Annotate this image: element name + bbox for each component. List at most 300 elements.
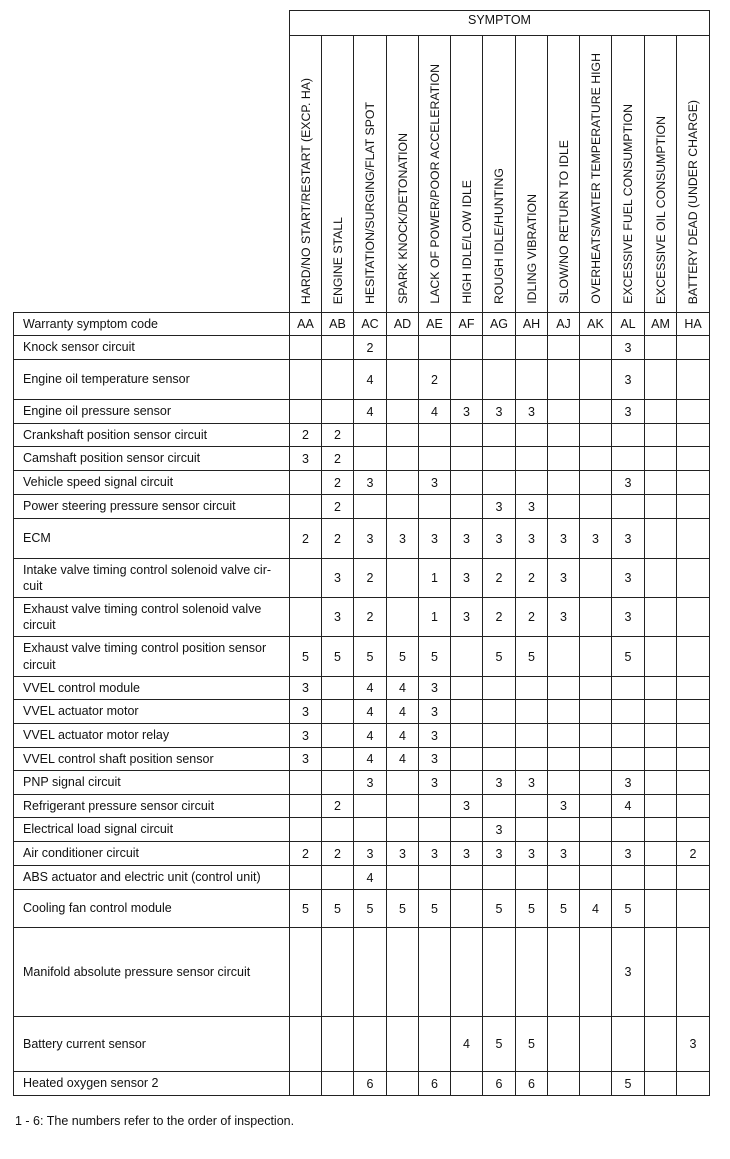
inspection-order-cell: [451, 447, 483, 471]
inspection-order-cell: [645, 1072, 677, 1096]
inspection-order-cell: [290, 360, 322, 400]
table-row: [14, 928, 710, 1017]
inspection-order-cell: [322, 748, 354, 771]
symptom-header: [419, 36, 451, 313]
inspection-order-cell: [516, 866, 548, 890]
inspection-order-cell: [677, 447, 710, 471]
inspection-order-cell: [645, 495, 677, 519]
inspection-order-cell: 2: [483, 559, 516, 598]
inspection-order-cell: 2: [483, 598, 516, 637]
symptom-header: [354, 36, 387, 313]
inspection-order-cell: [548, 818, 580, 842]
inspection-order-cell: [645, 637, 677, 677]
inspection-order-cell: 2: [290, 519, 322, 559]
inspection-order-cell: [387, 795, 419, 818]
inspection-order-cell: 4: [387, 700, 419, 724]
inspection-order-cell: 3: [548, 598, 580, 637]
inspection-order-cell: 3: [290, 700, 322, 724]
inspection-order-cell: [580, 771, 612, 795]
row-label: Power steering pressure sensor circuit: [14, 495, 290, 519]
row-label: VVEL control module: [14, 677, 290, 700]
inspection-order-cell: 4: [580, 890, 612, 928]
symptom-header-label: SPARK KNOCK/DETONATION: [395, 133, 410, 304]
symptom-header: [677, 36, 710, 313]
inspection-order-cell: 3: [612, 336, 645, 360]
inspection-order-cell: [387, 928, 419, 1017]
inspection-order-cell: [580, 637, 612, 677]
inspection-order-cell: 2: [677, 842, 710, 866]
inspection-order-cell: 3: [483, 519, 516, 559]
footnote: 1 - 6: The numbers refer to the order of inspection.: [15, 1114, 295, 1128]
inspection-order-cell: [483, 424, 516, 447]
inspection-order-cell: 2: [516, 598, 548, 637]
inspection-order-cell: [580, 495, 612, 519]
inspection-order-cell: 3: [419, 677, 451, 700]
inspection-order-cell: [387, 771, 419, 795]
warranty-code: AC: [354, 313, 387, 336]
inspection-order-cell: [419, 866, 451, 890]
row-label: Engine oil temperature sensor: [14, 360, 290, 400]
row-label: Intake valve timing control solenoid valve cir-cuit: [14, 559, 290, 598]
symptom-header: [290, 36, 322, 313]
inspection-order-cell: 5: [516, 1017, 548, 1072]
inspection-order-cell: [451, 495, 483, 519]
inspection-order-cell: 3: [451, 400, 483, 424]
inspection-order-cell: [322, 771, 354, 795]
inspection-order-cell: [580, 1072, 612, 1096]
inspection-order-cell: [645, 724, 677, 748]
inspection-order-cell: 3: [419, 748, 451, 771]
inspection-order-cell: [483, 724, 516, 748]
inspection-order-cell: 5: [612, 1072, 645, 1096]
inspection-order-cell: 4: [387, 748, 419, 771]
symptom-header-label: SLOW/NO RETURN TO IDLE: [556, 140, 571, 304]
inspection-order-cell: [548, 1072, 580, 1096]
inspection-order-cell: [548, 360, 580, 400]
inspection-order-cell: [483, 700, 516, 724]
table-row: [14, 677, 710, 700]
inspection-order-cell: 2: [354, 559, 387, 598]
table-row: [14, 495, 710, 519]
table-row: [14, 1017, 710, 1072]
table-row: [14, 637, 710, 677]
inspection-order-cell: [354, 818, 387, 842]
inspection-order-cell: 3: [387, 842, 419, 866]
row-label: Refrigerant pressure sensor circuit: [14, 795, 290, 818]
table-row: [14, 559, 710, 598]
inspection-order-cell: [516, 677, 548, 700]
inspection-order-cell: 3: [354, 519, 387, 559]
inspection-order-cell: 5: [483, 890, 516, 928]
inspection-order-cell: 5: [548, 890, 580, 928]
inspection-order-cell: [645, 842, 677, 866]
inspection-order-cell: [677, 424, 710, 447]
table-row: [14, 748, 710, 771]
inspection-order-cell: [645, 1017, 677, 1072]
inspection-order-cell: 3: [612, 559, 645, 598]
inspection-order-cell: 3: [548, 795, 580, 818]
inspection-order-cell: [451, 471, 483, 495]
inspection-order-cell: 1: [419, 598, 451, 637]
table-row: [14, 771, 710, 795]
inspection-order-cell: [483, 471, 516, 495]
inspection-order-cell: 2: [322, 842, 354, 866]
inspection-order-cell: 3: [419, 700, 451, 724]
inspection-order-cell: [548, 424, 580, 447]
inspection-order-cell: 5: [354, 637, 387, 677]
inspection-order-cell: 5: [290, 637, 322, 677]
inspection-order-cell: 4: [612, 795, 645, 818]
inspection-order-cell: [451, 748, 483, 771]
inspection-order-cell: [483, 360, 516, 400]
inspection-order-cell: [677, 890, 710, 928]
symptom-header: [516, 36, 548, 313]
inspection-order-cell: [387, 360, 419, 400]
inspection-order-cell: [677, 700, 710, 724]
inspection-order-cell: [612, 447, 645, 471]
inspection-order-cell: 3: [612, 471, 645, 495]
row-label: Vehicle speed signal circuit: [14, 471, 290, 495]
inspection-order-cell: [322, 928, 354, 1017]
inspection-order-cell: 2: [354, 336, 387, 360]
inspection-order-cell: 3: [419, 842, 451, 866]
inspection-order-cell: [483, 795, 516, 818]
inspection-order-cell: [645, 700, 677, 724]
inspection-order-cell: [580, 1017, 612, 1072]
inspection-order-cell: 3: [483, 400, 516, 424]
inspection-order-cell: [451, 818, 483, 842]
inspection-order-cell: 3: [516, 771, 548, 795]
inspection-order-cell: [677, 771, 710, 795]
inspection-order-cell: 5: [516, 637, 548, 677]
warranty-code: AJ: [548, 313, 580, 336]
inspection-order-cell: [322, 818, 354, 842]
inspection-order-cell: [516, 748, 548, 771]
inspection-order-cell: 3: [387, 519, 419, 559]
inspection-order-cell: [290, 1017, 322, 1072]
warranty-code-label: Warranty symptom code: [14, 313, 290, 336]
inspection-order-cell: 5: [387, 890, 419, 928]
inspection-order-cell: [419, 928, 451, 1017]
inspection-order-cell: [645, 400, 677, 424]
inspection-order-cell: [548, 724, 580, 748]
symptom-header-label: HESITATION/SURGING/FLAT SPOT: [362, 101, 377, 304]
inspection-order-cell: [290, 928, 322, 1017]
inspection-order-cell: [354, 928, 387, 1017]
symptom-header-label: IDLING VIBRATION: [524, 194, 539, 304]
inspection-order-cell: [387, 495, 419, 519]
inspection-order-cell: 5: [290, 890, 322, 928]
table-row: [14, 890, 710, 928]
inspection-order-cell: [548, 1017, 580, 1072]
inspection-order-cell: [387, 1017, 419, 1072]
inspection-order-cell: [387, 336, 419, 360]
inspection-order-cell: [322, 677, 354, 700]
inspection-order-cell: [645, 519, 677, 559]
inspection-order-cell: [677, 748, 710, 771]
inspection-order-cell: [677, 724, 710, 748]
table-row: [14, 360, 710, 400]
table-row: [14, 519, 710, 559]
inspection-order-cell: 5: [419, 890, 451, 928]
inspection-order-cell: 2: [322, 424, 354, 447]
warranty-code: AL: [612, 313, 645, 336]
inspection-order-cell: [516, 336, 548, 360]
inspection-order-cell: 4: [419, 400, 451, 424]
inspection-order-cell: [419, 336, 451, 360]
inspection-order-cell: [548, 771, 580, 795]
inspection-order-cell: [322, 1072, 354, 1096]
inspection-order-cell: [419, 795, 451, 818]
inspection-order-cell: 3: [451, 519, 483, 559]
inspection-order-cell: [677, 495, 710, 519]
inspection-order-cell: [548, 400, 580, 424]
inspection-order-cell: [580, 336, 612, 360]
symptom-header-label: ROUGH IDLE/HUNTING: [491, 168, 506, 304]
row-label: Battery current sensor: [14, 1017, 290, 1072]
inspection-order-cell: [548, 748, 580, 771]
inspection-order-cell: [645, 471, 677, 495]
row-label: Exhaust valve timing control solenoid valve circuit: [14, 598, 290, 637]
inspection-order-cell: [354, 495, 387, 519]
inspection-order-cell: [290, 336, 322, 360]
inspection-order-cell: 2: [354, 598, 387, 637]
inspection-order-cell: [677, 360, 710, 400]
inspection-order-cell: [548, 336, 580, 360]
symptom-header: [580, 36, 612, 313]
inspection-order-cell: 2: [322, 795, 354, 818]
inspection-order-cell: 3: [612, 598, 645, 637]
inspection-order-cell: 3: [322, 598, 354, 637]
inspection-order-cell: [419, 495, 451, 519]
inspection-order-cell: [677, 818, 710, 842]
inspection-order-cell: [354, 1017, 387, 1072]
inspection-order-cell: [290, 866, 322, 890]
inspection-order-cell: [387, 471, 419, 495]
inspection-order-cell: [548, 928, 580, 1017]
inspection-order-cell: [677, 559, 710, 598]
inspection-order-cell: 4: [387, 677, 419, 700]
inspection-order-cell: 2: [419, 360, 451, 400]
inspection-order-cell: 5: [387, 637, 419, 677]
inspection-order-cell: 3: [354, 842, 387, 866]
inspection-order-cell: [677, 928, 710, 1017]
inspection-order-cell: 3: [580, 519, 612, 559]
inspection-order-cell: [612, 700, 645, 724]
inspection-order-cell: [580, 818, 612, 842]
table-row: [14, 842, 710, 866]
inspection-order-cell: 6: [483, 1072, 516, 1096]
inspection-order-cell: [677, 519, 710, 559]
inspection-order-cell: 3: [354, 771, 387, 795]
table-row: [14, 400, 710, 424]
symptom-header-label: ENGINE STALL: [330, 216, 345, 304]
inspection-order-cell: [677, 400, 710, 424]
row-label: Cooling fan control module: [14, 890, 290, 928]
inspection-order-cell: 5: [483, 1017, 516, 1072]
warranty-code: AE: [419, 313, 451, 336]
inspection-order-cell: [580, 795, 612, 818]
inspection-order-cell: [322, 360, 354, 400]
inspection-order-cell: [645, 928, 677, 1017]
symptom-heading: SYMPTOM: [290, 11, 710, 36]
inspection-order-cell: [322, 400, 354, 424]
inspection-order-cell: [483, 928, 516, 1017]
row-label: VVEL control shaft position sensor: [14, 748, 290, 771]
table-row: [14, 1072, 710, 1096]
row-label: Manifold absolute pressure sensor circuit: [14, 928, 290, 1017]
inspection-order-cell: 3: [516, 400, 548, 424]
inspection-order-cell: [322, 1017, 354, 1072]
inspection-order-cell: [387, 1072, 419, 1096]
inspection-order-cell: [645, 559, 677, 598]
inspection-order-cell: 3: [516, 842, 548, 866]
inspection-order-cell: [451, 928, 483, 1017]
row-label: Exhaust valve timing control position sensor circuit: [14, 637, 290, 677]
row-label: Air conditioner circuit: [14, 842, 290, 866]
inspection-order-cell: [516, 360, 548, 400]
inspection-order-cell: 3: [451, 598, 483, 637]
inspection-order-cell: [612, 1017, 645, 1072]
inspection-order-cell: [516, 928, 548, 1017]
inspection-order-cell: 3: [612, 360, 645, 400]
row-label: Heated oxygen sensor 2: [14, 1072, 290, 1096]
inspection-order-cell: [612, 748, 645, 771]
row-label: Knock sensor circuit: [14, 336, 290, 360]
inspection-order-cell: [322, 866, 354, 890]
inspection-order-cell: [322, 336, 354, 360]
inspection-order-cell: [548, 447, 580, 471]
warranty-code: AM: [645, 313, 677, 336]
inspection-order-cell: [677, 637, 710, 677]
inspection-order-cell: [387, 598, 419, 637]
inspection-order-cell: 2: [516, 559, 548, 598]
inspection-order-cell: 2: [322, 495, 354, 519]
inspection-order-cell: [516, 795, 548, 818]
symptom-header-label: EXCESSIVE OIL CONSUMPTION: [653, 115, 668, 304]
inspection-order-cell: [290, 771, 322, 795]
inspection-order-cell: [548, 471, 580, 495]
inspection-order-cell: 3: [483, 842, 516, 866]
inspection-order-cell: [548, 866, 580, 890]
inspection-order-cell: [387, 559, 419, 598]
row-label: ECM: [14, 519, 290, 559]
inspection-order-cell: [419, 447, 451, 471]
symptom-header-label: EXCESSIVE FUEL CONSUMPTION: [620, 104, 635, 304]
table-row: [14, 447, 710, 471]
inspection-order-cell: [580, 559, 612, 598]
inspection-order-cell: [516, 447, 548, 471]
inspection-order-cell: 3: [451, 842, 483, 866]
warranty-code: AD: [387, 313, 419, 336]
table-row: [14, 598, 710, 637]
inspection-order-cell: [290, 795, 322, 818]
inspection-order-cell: [290, 818, 322, 842]
inspection-order-cell: [548, 637, 580, 677]
warranty-code: AG: [483, 313, 516, 336]
inspection-order-cell: [387, 447, 419, 471]
inspection-order-cell: [677, 677, 710, 700]
inspection-order-cell: [290, 1072, 322, 1096]
inspection-order-cell: [677, 598, 710, 637]
inspection-order-cell: 3: [290, 724, 322, 748]
row-label: Camshaft position sensor circuit: [14, 447, 290, 471]
inspection-order-cell: [483, 866, 516, 890]
inspection-order-cell: [645, 598, 677, 637]
row-label: VVEL actuator motor relay: [14, 724, 290, 748]
inspection-order-cell: [516, 818, 548, 842]
symptom-header-label: HARD/NO START/RESTART (EXCP. HA): [298, 77, 313, 304]
inspection-order-cell: 6: [516, 1072, 548, 1096]
warranty-code: AA: [290, 313, 322, 336]
inspection-order-cell: 4: [387, 724, 419, 748]
inspection-order-cell: [483, 447, 516, 471]
inspection-order-cell: [612, 818, 645, 842]
inspection-order-cell: [580, 598, 612, 637]
inspection-order-cell: [290, 495, 322, 519]
inspection-order-cell: [387, 424, 419, 447]
inspection-order-cell: 1: [419, 559, 451, 598]
inspection-order-cell: [451, 866, 483, 890]
inspection-order-cell: 4: [354, 748, 387, 771]
inspection-order-cell: [451, 890, 483, 928]
inspection-order-cell: [580, 700, 612, 724]
table-row: [14, 336, 710, 360]
inspection-order-cell: [645, 890, 677, 928]
inspection-order-cell: [451, 336, 483, 360]
inspection-order-cell: [516, 424, 548, 447]
symptom-header-label: LACK OF POWER/POOR ACCELERATION: [427, 64, 442, 304]
inspection-order-cell: [645, 818, 677, 842]
inspection-order-cell: 4: [354, 400, 387, 424]
inspection-order-cell: [419, 424, 451, 447]
inspection-order-cell: 4: [354, 360, 387, 400]
inspection-order-cell: [451, 771, 483, 795]
inspection-order-cell: 3: [451, 795, 483, 818]
inspection-order-cell: [612, 677, 645, 700]
inspection-order-cell: 3: [516, 519, 548, 559]
inspection-order-cell: [645, 866, 677, 890]
inspection-order-cell: 3: [419, 519, 451, 559]
inspection-order-cell: [387, 400, 419, 424]
inspection-order-cell: [645, 795, 677, 818]
inspection-order-cell: [451, 360, 483, 400]
inspection-order-cell: [290, 400, 322, 424]
inspection-order-cell: [645, 771, 677, 795]
inspection-order-cell: 3: [612, 771, 645, 795]
inspection-order-cell: 3: [548, 842, 580, 866]
symptom-header-label: BATTERY DEAD (UNDER CHARGE): [685, 99, 700, 304]
inspection-order-cell: [548, 495, 580, 519]
inspection-order-cell: 6: [354, 1072, 387, 1096]
header-corner: [14, 11, 290, 313]
inspection-order-cell: [612, 724, 645, 748]
inspection-order-cell: [677, 336, 710, 360]
inspection-order-cell: [451, 700, 483, 724]
inspection-order-cell: [483, 748, 516, 771]
inspection-order-cell: [387, 866, 419, 890]
inspection-order-cell: [451, 724, 483, 748]
inspection-order-cell: 6: [419, 1072, 451, 1096]
symptom-header: [612, 36, 645, 313]
inspection-order-cell: 4: [354, 700, 387, 724]
inspection-order-cell: 5: [612, 890, 645, 928]
inspection-order-cell: 5: [419, 637, 451, 677]
table-row: [14, 818, 710, 842]
inspection-order-cell: [451, 424, 483, 447]
inspection-order-cell: [290, 559, 322, 598]
inspection-order-cell: [612, 495, 645, 519]
